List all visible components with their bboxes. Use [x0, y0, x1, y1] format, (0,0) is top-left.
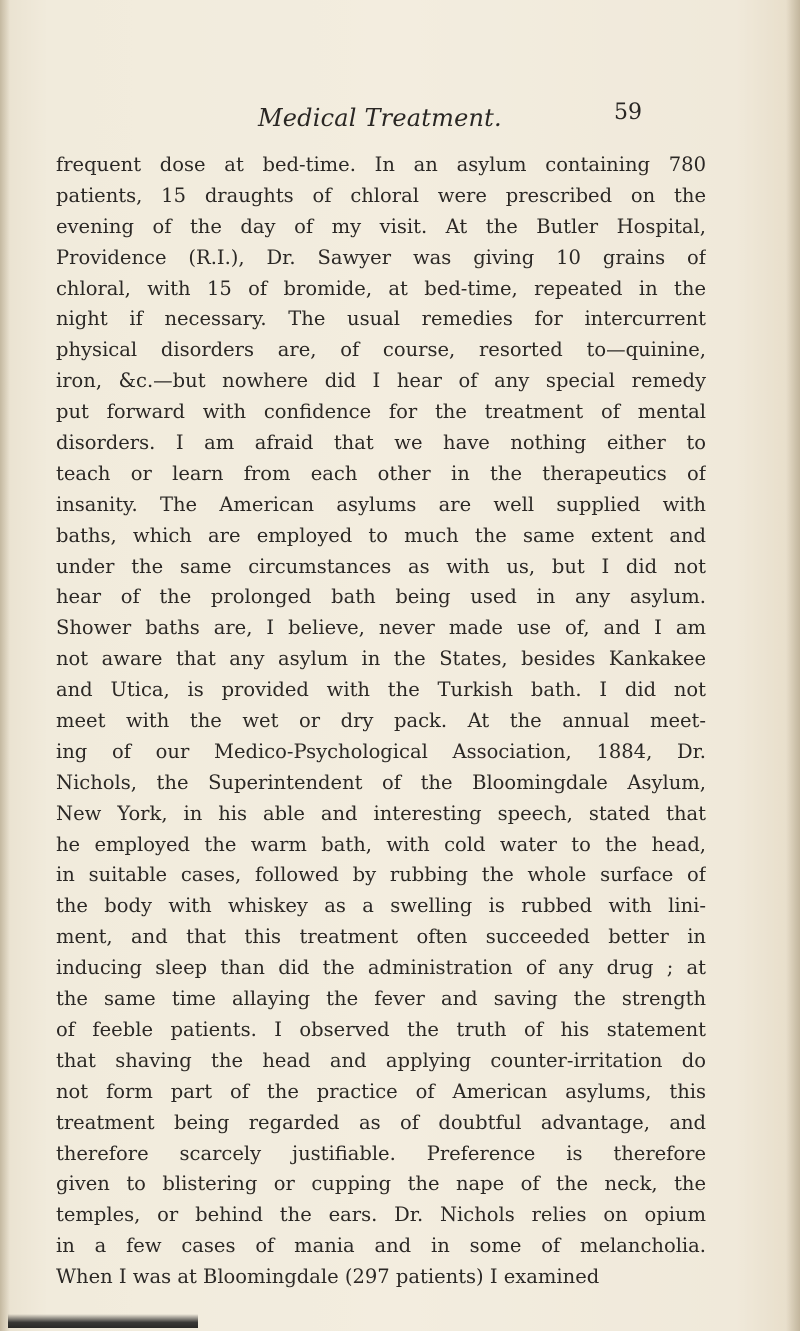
text-line: Nichols, the Superintendent of the Bloomingdale Asylum,: [56, 770, 706, 794]
text-line: patients, 15 draughts of chloral were prescribed on the: [56, 183, 706, 207]
text-line: ing of our Medico-Psychological Association, 1884, Dr.: [56, 739, 706, 763]
text-line: under the same circumstances as with us, but I did not: [56, 554, 706, 578]
text-line: not form part of the practice of American asylums, this: [56, 1079, 706, 1103]
text-line: put forward with confidence for the treatment of mental: [56, 400, 706, 424]
text-line: not aware that any asylum in the States, besides Kankakee: [56, 647, 706, 671]
text-line: the same time allaying the fever and saving the strength: [56, 987, 706, 1011]
text-line: treatment being regarded as of doubtful advantage, and: [56, 1110, 706, 1134]
text-line: night if necessary. The usual remedies for intercurrent: [56, 307, 706, 331]
text-line: frequent dose at bed-time. In an asylum containing 780: [56, 153, 706, 176]
text-line: in suitable cases, followed by rubbing the whole surface of: [56, 863, 706, 887]
text-line: disorders. I am afraid that we have nothing either to: [56, 431, 706, 455]
text-line: given to blistering or cupping the nape of the neck, the: [56, 1172, 706, 1196]
text-line: the body with whiskey as a swelling is rubbed with lini-: [56, 894, 706, 918]
page-gutter-shadow: [0, 0, 10, 1331]
page-edge-shadow: [786, 0, 800, 1331]
text-line: New York, in his able and interesting speech, stated that: [56, 801, 706, 825]
text-line: he employed the warm bath, with cold water to the head,: [56, 832, 706, 856]
text-line: baths, which are employed to much the same extent and: [56, 523, 706, 547]
text-line: in a few cases of mania and in some of melancholia.: [56, 1234, 706, 1258]
text-line: of feeble patients. I observed the truth of his statement: [56, 1017, 706, 1041]
text-line: meet with the wet or dry pack. At the annual meet-: [56, 709, 706, 733]
page-header: [0, 100, 800, 144]
text-line: therefore scarcely justifiable. Preference is therefore: [56, 1141, 706, 1165]
text-line: temples, or behind the ears. Dr. Nichols relies on opium: [56, 1203, 706, 1227]
text-line: physical disorders are, of course, resorted to—quinine,: [56, 338, 706, 362]
text-line: teach or learn from each other in the therapeutics of: [56, 461, 706, 485]
page-bottom-shadow: [8, 1314, 198, 1328]
text-line: When I was at Bloomingdale (297 patients) I examined: [56, 1265, 600, 1289]
text-line: inducing sleep than did the administration of any drug ; at: [56, 956, 706, 980]
running-title: Medical Treatment.: [258, 104, 502, 132]
text-line: insanity. The American asylums are well supplied with: [56, 492, 706, 516]
text-line: evening of the day of my visit. At the Butler Hospital,: [56, 214, 706, 238]
text-line: and Utica, is provided with the Turkish bath. I did not: [56, 678, 706, 702]
text-line: Providence (R.I.), Dr. Sawyer was giving 10 grains of: [56, 245, 706, 269]
text-line: iron, &c.—but nowhere did I hear of any special remedy: [56, 369, 706, 393]
page-number: 59: [614, 100, 642, 125]
text-line: Shower baths are, I believe, never made use of, and I am: [56, 616, 706, 640]
text-line: chloral, with 15 of bromide, at bed-time, repeated in the: [56, 276, 706, 300]
text-line: hear of the prolonged bath being used in any asylum.: [56, 585, 706, 609]
body-text: [56, 150, 706, 1293]
text-line: that shaving the head and applying counter-irritation do: [56, 1048, 706, 1072]
text-line: ment, and that this treatment often succeeded better in: [56, 925, 706, 949]
